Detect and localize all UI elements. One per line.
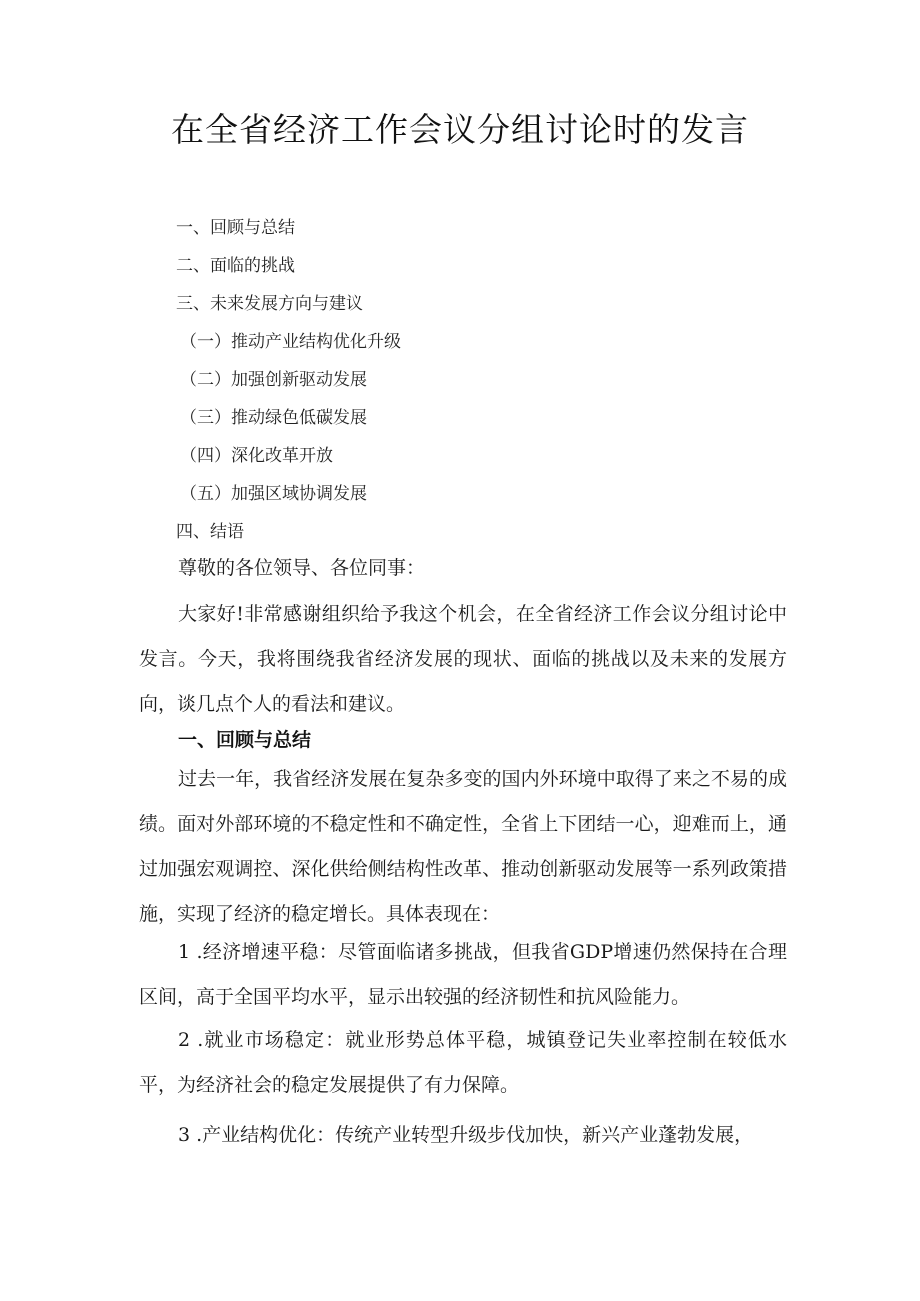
toc-item: （一）推动产业结构优化升级 [180, 332, 401, 352]
toc-item: （三）推动绿色低碳发展 [180, 408, 367, 428]
toc-item: （五）加强区域协调发展 [180, 484, 367, 504]
numbered-item: 1 .经济增速平稳：尽管面临诸多挑战，但我省GDP增速仍然保持在合理区间，高于全国平均水平，显示出较强的经济韧性和抗风险能力。 [139, 941, 787, 1008]
toc-item: （四）深化改革开放 [180, 446, 333, 466]
toc-item: 二、面临的挑战 [176, 256, 295, 276]
toc-item: 三、未来发展方向与建议 [176, 294, 363, 314]
section-heading: 一、回顾与总结 [178, 729, 312, 751]
toc-item: 四、结语 [176, 522, 244, 542]
table-of-contents [176, 214, 776, 556]
document-title: 在全省经济工作会议分组讨论时的发言 [171, 110, 749, 149]
toc-item: 一、回顾与总结 [176, 218, 295, 238]
salutation: 尊敬的各位领导、各位同事： [178, 557, 426, 579]
numbered-item: 3 .产业结构优化：传统产业转型升级步伐加快，新兴产业蓬勃发展， [178, 1124, 754, 1146]
intro-paragraph: 大家好!非常感谢组织给予我这个机会，在全省经济工作会议分组讨论中发言。今天，我将围绕我省经济发展的现状、面临的挑战以及未来的发展方向，谈几点个人的看法和建议。 [139, 603, 787, 715]
numbered-item: 2 .就业市场稳定：就业形势总体平稳，城镇登记失业率控制在较低水平，为经济社会的稳定发展提供了有力保障。 [139, 1029, 787, 1096]
toc-item: （二）加强创新驱动发展 [180, 370, 367, 390]
section-paragraph: 过去一年，我省经济发展在复杂多变的国内外环境中取得了来之不易的成绩。面对外部环境的不稳定性和不确定性，全省上下团结一心，迎难而上，通过加强宏观调控、深化供给侧结构性改革、推动创新驱动发展等一系列政策措施，实现了经济的稳定增长。具体表现在： [139, 768, 787, 925]
